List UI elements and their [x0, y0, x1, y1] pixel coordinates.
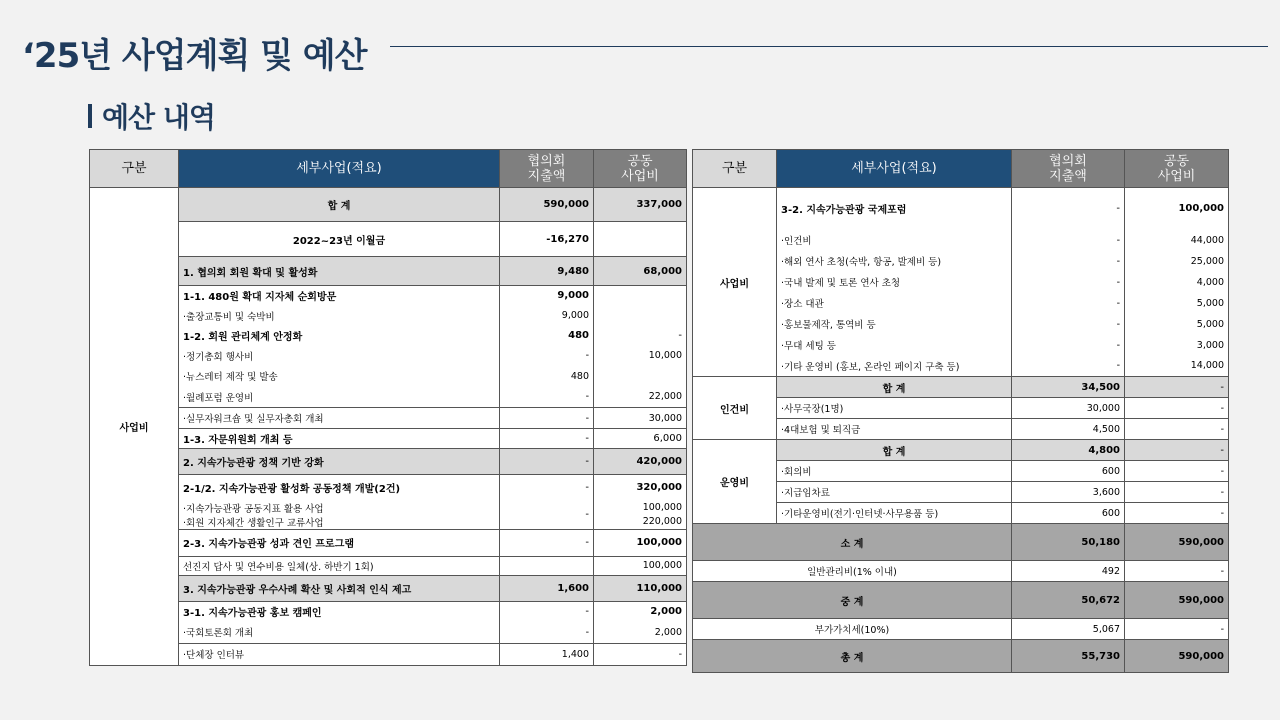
subtitle-text: 예산 내역 — [102, 101, 215, 134]
joint-value: 25,000 — [1125, 251, 1229, 272]
page-title: ‘25년 사업계획 및 예산 — [22, 36, 367, 76]
assoc-value: 4,500 — [1012, 419, 1125, 440]
joint-value: 68,000 — [594, 257, 687, 286]
joint-value: 30,000 — [594, 408, 687, 429]
row-label: 소 계 — [693, 524, 1012, 561]
assoc-value: - — [500, 529, 594, 556]
row-label: 2022~23년 이월금 — [179, 222, 500, 257]
row-label: 선진지 답사 및 연수비용 일체(상. 하반기 1회) — [179, 556, 500, 575]
assoc-value: 30,000 — [1012, 398, 1125, 419]
row-label: 1-2. 회원 관리체계 안정화 — [179, 326, 500, 346]
grandtotal-row — [693, 640, 1229, 673]
header-joint: 공동 사업비 — [1125, 150, 1229, 188]
row-label: ·장소 대관 — [777, 293, 1012, 314]
assoc-value: - — [1012, 188, 1125, 230]
table-row — [90, 366, 687, 387]
table-row — [90, 575, 687, 601]
table-row — [90, 387, 687, 408]
table-row — [693, 377, 1229, 398]
table-row — [90, 306, 687, 326]
assoc-value: - — [500, 429, 594, 449]
row-label: ·뉴스레터 제작 및 발송 — [179, 366, 500, 387]
category-cell-biz: 사업비 — [693, 188, 777, 377]
budget-table-right — [692, 149, 1229, 673]
row-label: ·출장교통비 및 숙박비 — [179, 306, 500, 326]
row-label: 2-1/2. 지속가능관광 활성화 공동정책 개발(2건) — [179, 475, 500, 501]
joint-value: 2,000 — [594, 601, 687, 622]
joint-value: 22,000 — [594, 387, 687, 408]
row-label: ·지급임차료 — [777, 482, 1012, 503]
header-category: 구분 — [90, 150, 179, 188]
row-label: ·국내 발제 및 토론 연사 초청 — [777, 272, 1012, 293]
row-label: 합 계 — [777, 377, 1012, 398]
title-rule — [390, 46, 1268, 47]
table-row — [90, 501, 687, 515]
assoc-value: - — [1012, 272, 1125, 293]
table-row — [90, 286, 687, 306]
assoc-value: 3,600 — [1012, 482, 1125, 503]
joint-value: - — [1125, 561, 1229, 582]
table-row — [90, 529, 687, 556]
header-category: 구분 — [693, 150, 777, 188]
assoc-value: - — [1012, 356, 1125, 377]
assoc-value: 55,730 — [1012, 640, 1125, 673]
joint-value — [594, 366, 687, 387]
assoc-value: 1,400 — [500, 643, 594, 665]
assoc-value: - — [500, 346, 594, 366]
joint-value: - — [1125, 461, 1229, 482]
assoc-value: - — [1012, 251, 1125, 272]
table-row — [90, 449, 687, 475]
assoc-value: - — [1012, 314, 1125, 335]
header-joint: 공동 사업비 — [594, 150, 687, 188]
joint-value — [594, 286, 687, 306]
row-label: 합 계 — [179, 188, 500, 222]
row-label: ·회의비 — [777, 461, 1012, 482]
assoc-value: 480 — [500, 366, 594, 387]
joint-value: 44,000 — [1125, 230, 1229, 251]
joint-value: 3,000 — [1125, 335, 1229, 356]
joint-value: 110,000 — [594, 575, 687, 601]
category-cell-labor: 인건비 — [693, 377, 777, 440]
table-row — [90, 346, 687, 366]
table-row — [90, 188, 687, 222]
assoc-value: 480 — [500, 326, 594, 346]
table-row — [90, 222, 687, 257]
assoc-value: 50,672 — [1012, 582, 1125, 619]
table-row — [693, 440, 1229, 461]
assoc-value: - — [500, 408, 594, 429]
general-admin-row — [693, 561, 1229, 582]
midtotal-row — [693, 582, 1229, 619]
joint-value: 100,000 — [594, 529, 687, 556]
joint-value: - — [594, 326, 687, 346]
row-label: 2-3. 지속가능관광 성과 견인 프로그램 — [179, 529, 500, 556]
joint-value: 6,000 — [594, 429, 687, 449]
joint-value — [594, 306, 687, 326]
row-label: 중 계 — [693, 582, 1012, 619]
table-row — [90, 257, 687, 286]
table-row — [90, 622, 687, 643]
row-label: ·단체장 인터뷰 — [179, 643, 500, 665]
joint-value: 590,000 — [1125, 582, 1229, 619]
joint-value: 220,000 — [594, 515, 687, 530]
assoc-value: - — [500, 622, 594, 643]
table-row — [693, 188, 1229, 230]
row-label: 3. 지속가능관광 우수사례 확산 및 사회적 인식 제고 — [179, 575, 500, 601]
row-label: ·인건비 — [777, 230, 1012, 251]
budget-table-left — [89, 149, 687, 666]
subtotal-row — [693, 524, 1229, 561]
joint-value: - — [1125, 482, 1229, 503]
assoc-value: 1,600 — [500, 575, 594, 601]
joint-value: 100,000 — [594, 501, 687, 515]
assoc-value: - — [500, 501, 594, 530]
assoc-value: - — [1012, 335, 1125, 356]
assoc-value: 9,000 — [500, 286, 594, 306]
row-label: 일반관리비(1% 이내) — [693, 561, 1012, 582]
row-label: ·홍보물제작, 통역비 등 — [777, 314, 1012, 335]
row-label: 1-1. 480원 확대 지자체 순회방문 — [179, 286, 500, 306]
header-assoc: 협의회 지출액 — [500, 150, 594, 188]
row-label: 3-1. 지속가능관광 홍보 캠페인 — [179, 601, 500, 622]
assoc-value: 5,067 — [1012, 619, 1125, 640]
joint-value: - — [1125, 419, 1229, 440]
assoc-value: - — [1012, 230, 1125, 251]
assoc-value: - — [500, 387, 594, 408]
joint-value: - — [1125, 503, 1229, 524]
category-cell-ops: 운영비 — [693, 440, 777, 524]
joint-value — [594, 222, 687, 257]
assoc-value: 600 — [1012, 461, 1125, 482]
joint-value: 4,000 — [1125, 272, 1229, 293]
row-label: ·기타 운영비 (홍보, 온라인 페이지 구축 등) — [777, 356, 1012, 377]
assoc-value: 492 — [1012, 561, 1125, 582]
table-row — [90, 475, 687, 501]
row-label: ·국회토론회 개최 — [179, 622, 500, 643]
header-detail: 세부사업(적요) — [777, 150, 1012, 188]
table-row — [90, 556, 687, 575]
row-label: 부가가치세(10%) — [693, 619, 1012, 640]
assoc-value: 34,500 — [1012, 377, 1125, 398]
row-label: ·4대보험 및 퇴직금 — [777, 419, 1012, 440]
row-label: ·사무국장(1명) — [777, 398, 1012, 419]
row-label: 1. 협의회 회원 확대 및 활성화 — [179, 257, 500, 286]
row-label: ·회원 지자체간 생활인구 교류사업 — [179, 515, 500, 530]
joint-value: - — [1125, 440, 1229, 461]
joint-value: 5,000 — [1125, 314, 1229, 335]
table-row — [90, 429, 687, 449]
table-row — [90, 326, 687, 346]
joint-value: 100,000 — [1125, 188, 1229, 230]
row-label: ·지속가능관광 공동지표 활용 사업 — [179, 501, 500, 515]
row-label: ·실무자워크숍 및 실무자총회 개최 — [179, 408, 500, 429]
row-label: ·정기총회 행사비 — [179, 346, 500, 366]
table-row — [90, 643, 687, 665]
assoc-value: 590,000 — [500, 188, 594, 222]
joint-value: 337,000 — [594, 188, 687, 222]
table-row — [90, 601, 687, 622]
assoc-value: 600 — [1012, 503, 1125, 524]
table-row — [90, 515, 687, 530]
left-header-row — [90, 150, 687, 188]
joint-value: - — [1125, 619, 1229, 640]
joint-value: 590,000 — [1125, 524, 1229, 561]
row-label: ·무대 세팅 등 — [777, 335, 1012, 356]
joint-value: - — [594, 643, 687, 665]
header-assoc: 협의회 지출액 — [1012, 150, 1125, 188]
assoc-value: - — [500, 601, 594, 622]
joint-value: 420,000 — [594, 449, 687, 475]
row-label: ·월례포럼 운영비 — [179, 387, 500, 408]
assoc-value: - — [500, 475, 594, 501]
assoc-value: - — [1012, 293, 1125, 314]
row-label: 총 계 — [693, 640, 1012, 673]
joint-value: 100,000 — [594, 556, 687, 575]
header-detail: 세부사업(적요) — [179, 150, 500, 188]
table-row — [90, 408, 687, 429]
assoc-value: 4,800 — [1012, 440, 1125, 461]
joint-value: - — [1125, 398, 1229, 419]
assoc-value: -16,270 — [500, 222, 594, 257]
joint-value: 10,000 — [594, 346, 687, 366]
right-header-row — [693, 150, 1229, 188]
joint-value: 320,000 — [594, 475, 687, 501]
assoc-value: 9,480 — [500, 257, 594, 286]
assoc-value: 9,000 — [500, 306, 594, 326]
category-cell: 사업비 — [90, 188, 179, 666]
joint-value: - — [1125, 377, 1229, 398]
row-label: 3-2. 지속가능관광 국제포럼 — [777, 188, 1012, 230]
subtitle-bar — [88, 104, 92, 128]
row-label: 합 계 — [777, 440, 1012, 461]
row-label: 1-3. 자문위원회 개최 등 — [179, 429, 500, 449]
row-label: ·기타운영비(전기·인터넷·사무용품 등) — [777, 503, 1012, 524]
row-label: 2. 지속가능관광 정책 기반 강화 — [179, 449, 500, 475]
assoc-value: - — [500, 449, 594, 475]
joint-value: 14,000 — [1125, 356, 1229, 377]
section-subtitle — [88, 96, 215, 136]
assoc-value — [500, 556, 594, 575]
joint-value: 5,000 — [1125, 293, 1229, 314]
joint-value: 590,000 — [1125, 640, 1229, 673]
vat-row — [693, 619, 1229, 640]
assoc-value: 50,180 — [1012, 524, 1125, 561]
joint-value: 2,000 — [594, 622, 687, 643]
row-label: ·해외 연사 초청(숙박, 항공, 발제비 등) — [777, 251, 1012, 272]
